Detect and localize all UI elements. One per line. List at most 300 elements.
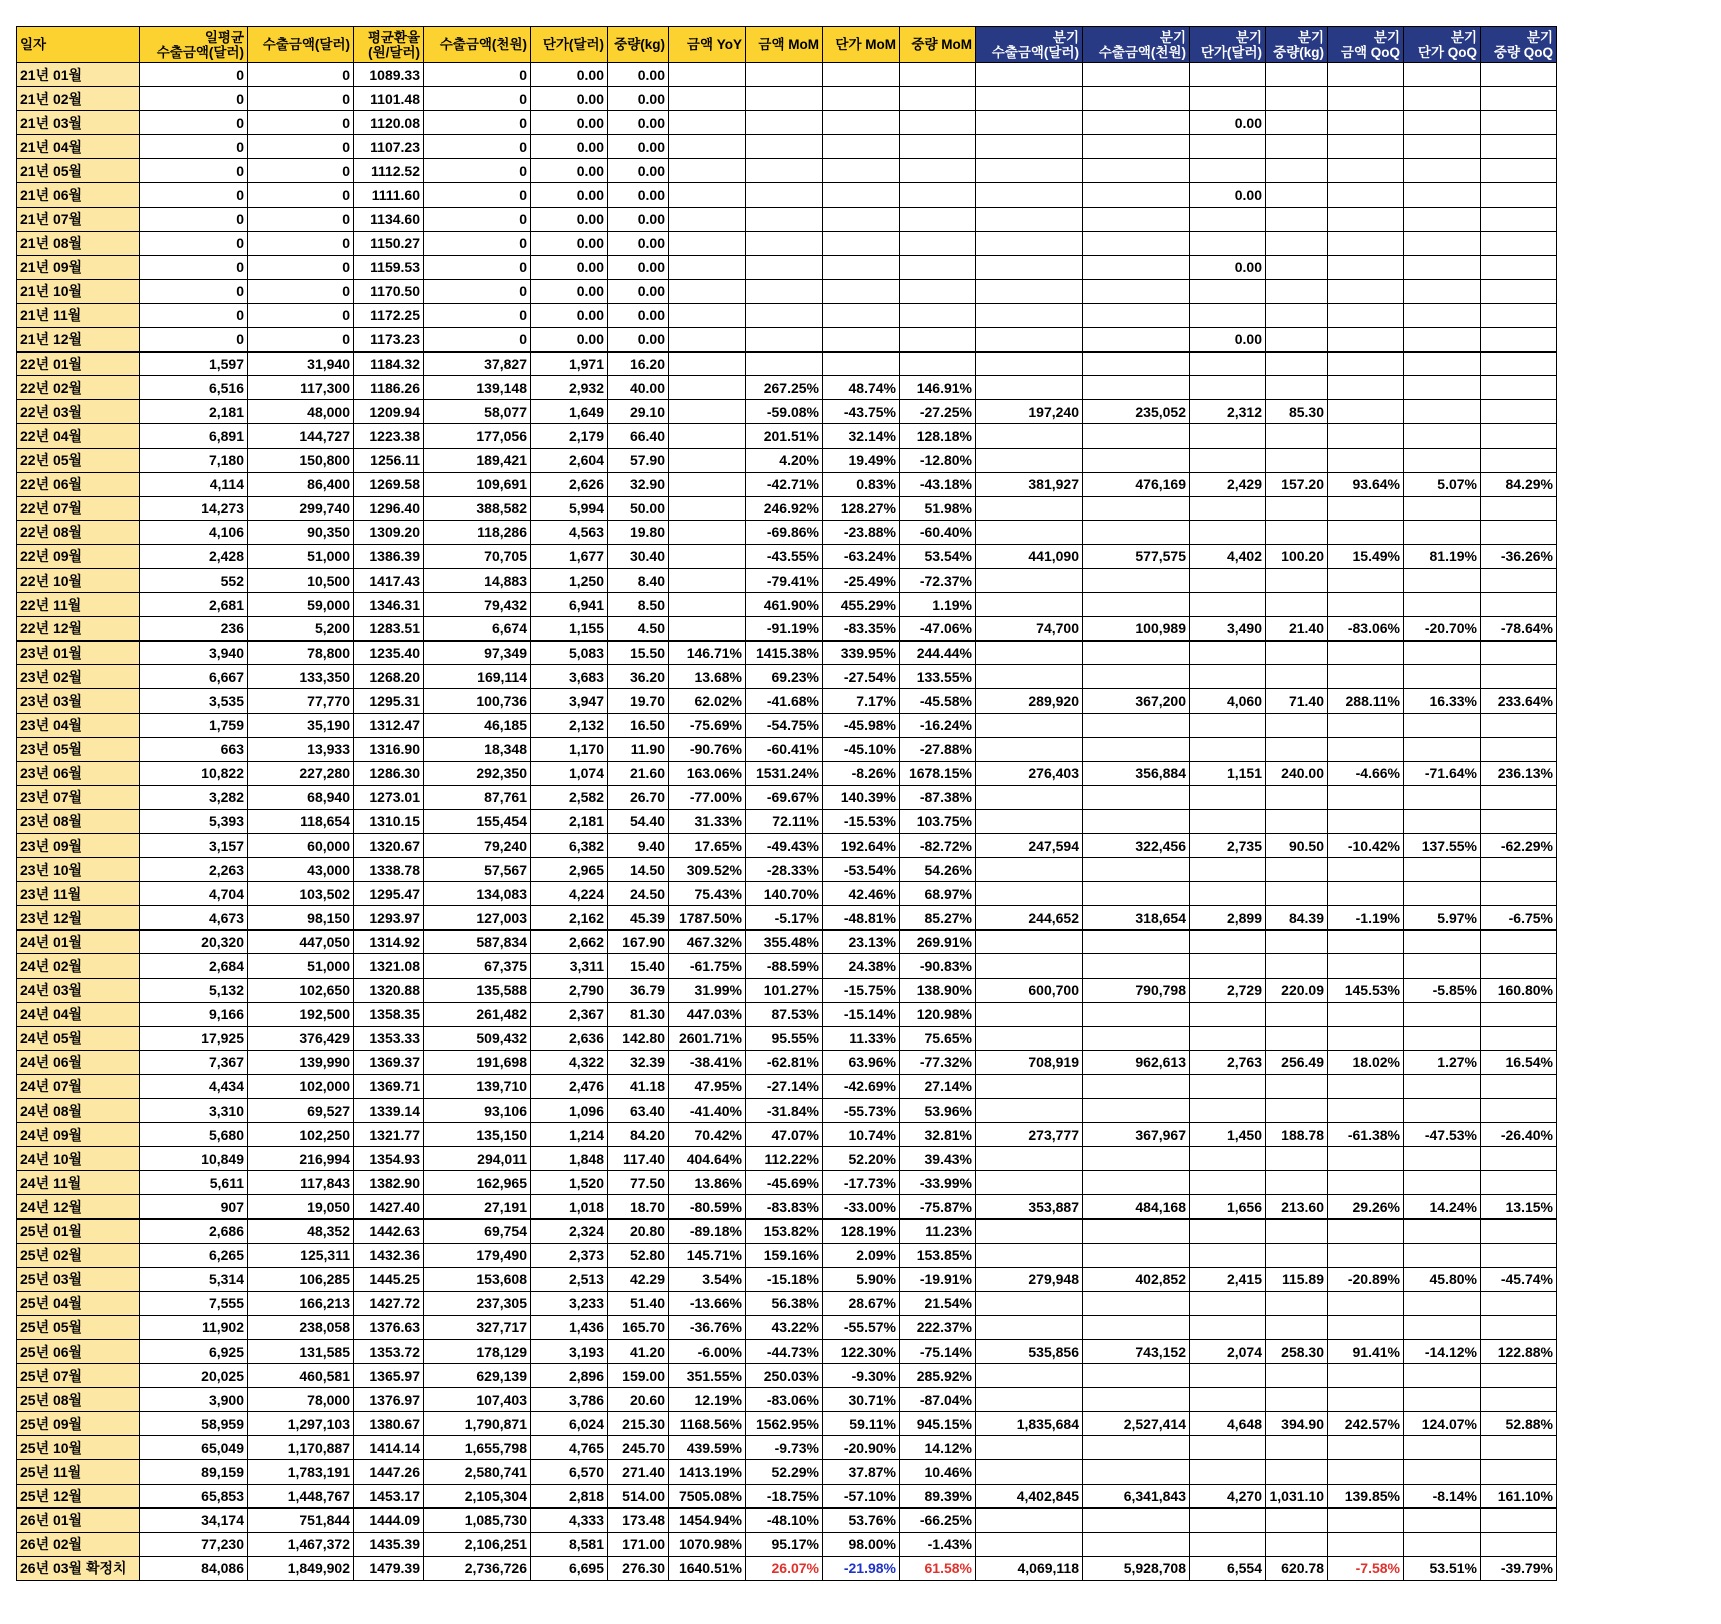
table-cell[interactable] <box>1328 1074 1404 1098</box>
table-cell[interactable]: -21.98% <box>823 1556 900 1580</box>
table-cell[interactable] <box>976 183 1083 207</box>
table-cell[interactable]: 0 <box>140 87 248 111</box>
table-cell[interactable] <box>1481 1364 1557 1388</box>
table-cell[interactable] <box>1404 352 1481 376</box>
table-cell[interactable]: 1787.50% <box>669 906 746 930</box>
table-cell[interactable] <box>746 231 823 255</box>
table-cell[interactable] <box>976 809 1083 833</box>
table-cell[interactable]: 250.03% <box>746 1364 823 1388</box>
table-cell[interactable] <box>1083 1532 1190 1556</box>
table-cell[interactable]: 1070.98% <box>669 1532 746 1556</box>
table-cell[interactable] <box>1481 1388 1557 1412</box>
table-cell[interactable]: 1172.25 <box>354 303 424 327</box>
table-cell[interactable]: 535,856 <box>976 1339 1083 1363</box>
table-cell[interactable] <box>1481 279 1557 303</box>
table-cell[interactable] <box>1481 809 1557 833</box>
table-cell[interactable]: -18.75% <box>746 1484 823 1508</box>
table-cell[interactable]: 41.18 <box>608 1074 669 1098</box>
table-cell[interactable]: 0.00 <box>531 183 608 207</box>
table-cell[interactable]: -9.30% <box>823 1364 900 1388</box>
table-cell[interactable]: 1,655,798 <box>424 1436 531 1460</box>
table-cell[interactable]: 133.55% <box>900 665 976 689</box>
table-cell[interactable]: 51,000 <box>248 544 354 568</box>
table-cell[interactable]: 1312.47 <box>354 713 424 737</box>
table-cell[interactable]: 52.29% <box>746 1460 823 1484</box>
table-cell[interactable]: 514.00 <box>608 1484 669 1508</box>
table-cell[interactable]: 98.00% <box>823 1532 900 1556</box>
table-cell[interactable]: 3,157 <box>140 834 248 858</box>
table-cell[interactable] <box>1266 63 1328 87</box>
table-cell[interactable]: -59.08% <box>746 400 823 424</box>
table-cell[interactable]: 2,818 <box>531 1484 608 1508</box>
table-cell[interactable]: 0 <box>248 255 354 279</box>
table-cell[interactable]: 13.86% <box>669 1171 746 1195</box>
table-cell[interactable]: 31.99% <box>669 978 746 1002</box>
table-cell[interactable]: 267.25% <box>746 376 823 400</box>
table-cell[interactable]: 43.22% <box>746 1315 823 1339</box>
table-cell[interactable] <box>1404 809 1481 833</box>
table-cell[interactable]: 84.29% <box>1481 472 1557 496</box>
table-cell[interactable] <box>1404 424 1481 448</box>
table-cell[interactable]: 455.29% <box>823 593 900 617</box>
table-cell[interactable] <box>976 1291 1083 1315</box>
table-cell[interactable] <box>976 930 1083 954</box>
table-cell[interactable]: 128.19% <box>823 1219 900 1243</box>
table-cell[interactable]: 57,567 <box>424 858 531 882</box>
table-cell[interactable] <box>1266 207 1328 231</box>
table-cell[interactable] <box>900 328 976 352</box>
table-cell[interactable]: 4,673 <box>140 906 248 930</box>
table-cell[interactable]: 289,920 <box>976 689 1083 713</box>
table-cell[interactable]: 509,432 <box>424 1026 531 1050</box>
table-cell[interactable]: 1,835,684 <box>976 1412 1083 1436</box>
table-cell[interactable]: 1640.51% <box>669 1556 746 1580</box>
table-cell[interactable]: -55.73% <box>823 1099 900 1123</box>
table-cell[interactable] <box>1266 159 1328 183</box>
table-cell[interactable] <box>1266 1002 1328 1026</box>
col-header-amount-krw[interactable]: 수출금액(천원) <box>424 27 531 63</box>
table-cell[interactable] <box>900 255 976 279</box>
table-cell[interactable]: -41.68% <box>746 689 823 713</box>
table-cell[interactable] <box>976 1388 1083 1412</box>
table-cell[interactable]: 0 <box>424 63 531 87</box>
table-cell[interactable]: 34,174 <box>140 1508 248 1532</box>
table-cell[interactable]: 2,896 <box>531 1364 608 1388</box>
table-cell[interactable] <box>1190 87 1266 111</box>
table-cell[interactable]: 2,476 <box>531 1074 608 1098</box>
table-cell[interactable]: -61.75% <box>669 954 746 978</box>
table-cell[interactable]: 8,581 <box>531 1532 608 1556</box>
row-date-cell[interactable]: 26년 01월 <box>17 1508 140 1532</box>
table-cell[interactable]: -28.33% <box>746 858 823 882</box>
table-cell[interactable]: 0 <box>140 207 248 231</box>
table-cell[interactable]: -57.10% <box>823 1484 900 1508</box>
table-cell[interactable]: 62.02% <box>669 689 746 713</box>
table-cell[interactable]: 20,025 <box>140 1364 248 1388</box>
row-date-cell[interactable]: 21년 11월 <box>17 303 140 327</box>
table-cell[interactable]: 2,729 <box>1190 978 1266 1002</box>
table-cell[interactable]: 1,214 <box>531 1123 608 1147</box>
row-date-cell[interactable]: 26년 03월 확정치 <box>17 1556 140 1580</box>
table-cell[interactable]: -1.19% <box>1328 906 1404 930</box>
table-cell[interactable]: 460,581 <box>248 1364 354 1388</box>
table-cell[interactable]: 1286.30 <box>354 761 424 785</box>
table-cell[interactable]: 5,083 <box>531 641 608 665</box>
table-cell[interactable]: 52.80 <box>608 1243 669 1267</box>
table-cell[interactable] <box>1481 930 1557 954</box>
table-cell[interactable]: -39.79% <box>1481 1556 1557 1580</box>
table-cell[interactable]: 945.15% <box>900 1412 976 1436</box>
table-cell[interactable] <box>1266 496 1328 520</box>
table-cell[interactable]: 1358.35 <box>354 1002 424 1026</box>
table-cell[interactable] <box>1266 255 1328 279</box>
table-cell[interactable]: 135,150 <box>424 1123 531 1147</box>
table-cell[interactable]: 327,717 <box>424 1315 531 1339</box>
table-cell[interactable]: -27.88% <box>900 737 976 761</box>
table-cell[interactable] <box>1404 207 1481 231</box>
table-cell[interactable] <box>1328 713 1404 737</box>
table-cell[interactable] <box>1083 183 1190 207</box>
table-cell[interactable] <box>1481 111 1557 135</box>
table-cell[interactable] <box>976 279 1083 303</box>
table-cell[interactable] <box>1266 279 1328 303</box>
row-date-cell[interactable]: 25년 03월 <box>17 1267 140 1291</box>
table-cell[interactable]: 2,074 <box>1190 1339 1266 1363</box>
table-cell[interactable] <box>1481 593 1557 617</box>
table-cell[interactable]: -42.69% <box>823 1074 900 1098</box>
table-cell[interactable] <box>1266 1147 1328 1171</box>
table-cell[interactable]: 2,415 <box>1190 1267 1266 1291</box>
table-cell[interactable]: 4,106 <box>140 520 248 544</box>
table-cell[interactable] <box>1266 1460 1328 1484</box>
table-cell[interactable] <box>1083 1508 1190 1532</box>
table-cell[interactable]: 0.00 <box>531 63 608 87</box>
table-cell[interactable]: 1346.31 <box>354 593 424 617</box>
table-cell[interactable] <box>900 183 976 207</box>
table-cell[interactable]: 0.00 <box>1190 111 1266 135</box>
table-cell[interactable] <box>1404 1074 1481 1098</box>
table-cell[interactable]: 197,240 <box>976 400 1083 424</box>
table-cell[interactable]: 1,031.10 <box>1266 1484 1328 1508</box>
table-cell[interactable]: 1376.63 <box>354 1315 424 1339</box>
table-cell[interactable]: 237,305 <box>424 1291 531 1315</box>
table-cell[interactable]: 97,349 <box>424 641 531 665</box>
table-cell[interactable]: 1427.40 <box>354 1195 424 1219</box>
table-cell[interactable]: 102,250 <box>248 1123 354 1147</box>
table-cell[interactable] <box>1190 303 1266 327</box>
table-cell[interactable]: 188.78 <box>1266 1123 1328 1147</box>
table-cell[interactable]: -8.26% <box>823 761 900 785</box>
table-cell[interactable]: 1339.14 <box>354 1099 424 1123</box>
table-cell[interactable]: 150,800 <box>248 448 354 472</box>
table-cell[interactable]: 102,000 <box>248 1074 354 1098</box>
table-cell[interactable]: -87.38% <box>900 785 976 809</box>
table-cell[interactable]: 16.50 <box>608 713 669 737</box>
table-cell[interactable] <box>1328 303 1404 327</box>
table-cell[interactable] <box>976 376 1083 400</box>
table-cell[interactable] <box>1481 1171 1557 1195</box>
row-date-cell[interactable]: 22년 02월 <box>17 376 140 400</box>
row-date-cell[interactable]: 21년 02월 <box>17 87 140 111</box>
table-cell[interactable]: 11.23% <box>900 1219 976 1243</box>
table-cell[interactable]: 60,000 <box>248 834 354 858</box>
table-cell[interactable]: 2,429 <box>1190 472 1266 496</box>
table-cell[interactable]: 1,170 <box>531 737 608 761</box>
table-cell[interactable] <box>1481 1243 1557 1267</box>
table-cell[interactable]: 1562.95% <box>746 1412 823 1436</box>
table-cell[interactable]: -31.84% <box>746 1099 823 1123</box>
table-cell[interactable] <box>1266 1074 1328 1098</box>
table-cell[interactable]: -60.41% <box>746 737 823 761</box>
table-cell[interactable]: -66.25% <box>900 1508 976 1532</box>
table-cell[interactable]: 2,162 <box>531 906 608 930</box>
table-cell[interactable] <box>1083 930 1190 954</box>
table-cell[interactable] <box>1328 1219 1404 1243</box>
table-cell[interactable] <box>1328 279 1404 303</box>
table-cell[interactable]: 20.80 <box>608 1219 669 1243</box>
table-cell[interactable]: 69,754 <box>424 1219 531 1243</box>
row-date-cell[interactable]: 22년 11월 <box>17 593 140 617</box>
table-cell[interactable]: 84,086 <box>140 1556 248 1580</box>
table-cell[interactable]: 0.00 <box>608 63 669 87</box>
table-cell[interactable]: 40.00 <box>608 376 669 400</box>
table-cell[interactable] <box>1328 568 1404 592</box>
table-cell[interactable] <box>1266 424 1328 448</box>
table-cell[interactable]: 261,482 <box>424 1002 531 1026</box>
table-cell[interactable]: 11,902 <box>140 1315 248 1339</box>
table-cell[interactable] <box>1266 737 1328 761</box>
table-cell[interactable]: 10.46% <box>900 1460 976 1484</box>
table-cell[interactable] <box>1481 1508 1557 1532</box>
table-cell[interactable] <box>900 279 976 303</box>
table-cell[interactable]: 4,060 <box>1190 689 1266 713</box>
table-cell[interactable] <box>900 159 976 183</box>
table-cell[interactable]: -15.53% <box>823 809 900 833</box>
table-cell[interactable]: 2,105,304 <box>424 1484 531 1508</box>
table-cell[interactable] <box>1481 63 1557 87</box>
table-cell[interactable] <box>1404 713 1481 737</box>
table-cell[interactable] <box>1481 87 1557 111</box>
table-cell[interactable]: 4,114 <box>140 472 248 496</box>
table-cell[interactable] <box>1481 1315 1557 1339</box>
row-date-cell[interactable]: 25년 05월 <box>17 1315 140 1339</box>
table-cell[interactable]: 2,686 <box>140 1219 248 1243</box>
table-cell[interactable]: 192,500 <box>248 1002 354 1026</box>
table-cell[interactable]: 68.97% <box>900 882 976 906</box>
table-cell[interactable] <box>1328 352 1404 376</box>
row-date-cell[interactable]: 22년 06월 <box>17 472 140 496</box>
table-cell[interactable] <box>1266 882 1328 906</box>
table-cell[interactable] <box>1328 135 1404 159</box>
table-cell[interactable]: 79,432 <box>424 593 531 617</box>
table-cell[interactable]: 1,467,372 <box>248 1532 354 1556</box>
table-cell[interactable]: 0 <box>248 207 354 231</box>
table-cell[interactable] <box>1481 231 1557 255</box>
table-cell[interactable]: 5,314 <box>140 1267 248 1291</box>
table-cell[interactable]: 743,152 <box>1083 1339 1190 1363</box>
table-cell[interactable]: 86,400 <box>248 472 354 496</box>
table-cell[interactable]: 1.19% <box>900 593 976 617</box>
table-cell[interactable]: 2,662 <box>531 930 608 954</box>
table-cell[interactable] <box>1190 1364 1266 1388</box>
table-cell[interactable] <box>1328 1508 1404 1532</box>
table-cell[interactable]: 1417.43 <box>354 568 424 592</box>
table-cell[interactable] <box>823 328 900 352</box>
table-cell[interactable] <box>1190 737 1266 761</box>
table-cell[interactable]: 77.50 <box>608 1171 669 1195</box>
table-cell[interactable]: 4,069,118 <box>976 1556 1083 1580</box>
table-cell[interactable]: 0 <box>140 328 248 352</box>
table-cell[interactable]: 20.60 <box>608 1388 669 1412</box>
table-cell[interactable]: 0.00 <box>531 87 608 111</box>
table-cell[interactable]: 245.70 <box>608 1436 669 1460</box>
table-cell[interactable]: 58,959 <box>140 1412 248 1436</box>
table-cell[interactable]: 6,925 <box>140 1339 248 1363</box>
table-cell[interactable] <box>1404 1243 1481 1267</box>
table-cell[interactable]: 19.49% <box>823 448 900 472</box>
table-cell[interactable]: -89.18% <box>669 1219 746 1243</box>
table-cell[interactable]: 6,941 <box>531 593 608 617</box>
table-cell[interactable] <box>1083 641 1190 665</box>
table-cell[interactable]: 89.39% <box>900 1484 976 1508</box>
table-cell[interactable] <box>976 1099 1083 1123</box>
table-cell[interactable]: 222.37% <box>900 1315 976 1339</box>
table-cell[interactable] <box>823 303 900 327</box>
table-cell[interactable]: 100,736 <box>424 689 531 713</box>
table-cell[interactable] <box>900 207 976 231</box>
col-header-amount-mom[interactable]: 금액 MoM <box>746 27 823 63</box>
table-cell[interactable]: 1354.93 <box>354 1147 424 1171</box>
table-cell[interactable]: -36.26% <box>1481 544 1557 568</box>
table-cell[interactable]: 240.00 <box>1266 761 1328 785</box>
table-cell[interactable]: -49.43% <box>746 834 823 858</box>
table-cell[interactable]: 0.00 <box>608 183 669 207</box>
table-cell[interactable]: 0 <box>140 183 248 207</box>
table-cell[interactable] <box>1083 328 1190 352</box>
table-cell[interactable]: 339.95% <box>823 641 900 665</box>
table-cell[interactable]: -87.04% <box>900 1388 976 1412</box>
table-cell[interactable]: 1,436 <box>531 1315 608 1339</box>
table-cell[interactable]: 17.65% <box>669 834 746 858</box>
row-date-cell[interactable]: 23년 08월 <box>17 809 140 833</box>
table-cell[interactable]: 3.54% <box>669 1267 746 1291</box>
table-cell[interactable]: -45.74% <box>1481 1267 1557 1291</box>
table-cell[interactable]: 120.98% <box>900 1002 976 1026</box>
table-cell[interactable]: 5.97% <box>1404 906 1481 930</box>
table-cell[interactable] <box>746 111 823 135</box>
table-cell[interactable] <box>1190 520 1266 544</box>
table-cell[interactable]: 6,891 <box>140 424 248 448</box>
row-date-cell[interactable]: 22년 12월 <box>17 617 140 641</box>
table-cell[interactable] <box>1481 1219 1557 1243</box>
table-cell[interactable]: 112.22% <box>746 1147 823 1171</box>
table-cell[interactable]: 137.55% <box>1404 834 1481 858</box>
table-cell[interactable]: 6,024 <box>531 1412 608 1436</box>
table-cell[interactable]: 45.39 <box>608 906 669 930</box>
table-cell[interactable] <box>1404 255 1481 279</box>
table-cell[interactable] <box>1190 376 1266 400</box>
table-cell[interactable] <box>976 255 1083 279</box>
table-cell[interactable] <box>1083 1315 1190 1339</box>
row-date-cell[interactable]: 24년 11월 <box>17 1171 140 1195</box>
row-date-cell[interactable]: 21년 10월 <box>17 279 140 303</box>
table-cell[interactable]: 5,928,708 <box>1083 1556 1190 1580</box>
table-cell[interactable]: 30.40 <box>608 544 669 568</box>
table-cell[interactable]: 0.00 <box>608 231 669 255</box>
table-cell[interactable] <box>1266 183 1328 207</box>
table-cell[interactable]: 6,674 <box>424 617 531 641</box>
table-cell[interactable]: -47.53% <box>1404 1123 1481 1147</box>
table-cell[interactable] <box>1266 303 1328 327</box>
table-cell[interactable] <box>1481 1074 1557 1098</box>
table-cell[interactable]: 98,150 <box>248 906 354 930</box>
table-cell[interactable] <box>976 1315 1083 1339</box>
table-cell[interactable] <box>1083 1436 1190 1460</box>
table-cell[interactable] <box>1481 858 1557 882</box>
table-cell[interactable] <box>976 1460 1083 1484</box>
table-cell[interactable] <box>1404 135 1481 159</box>
table-cell[interactable] <box>1328 593 1404 617</box>
table-cell[interactable]: 53.51% <box>1404 1556 1481 1580</box>
table-cell[interactable] <box>1481 376 1557 400</box>
table-cell[interactable]: 166,213 <box>248 1291 354 1315</box>
table-cell[interactable]: 32.39 <box>608 1050 669 1074</box>
table-cell[interactable] <box>1083 1099 1190 1123</box>
table-cell[interactable]: 2,181 <box>140 400 248 424</box>
table-cell[interactable]: 144,727 <box>248 424 354 448</box>
table-cell[interactable] <box>1083 231 1190 255</box>
table-cell[interactable]: 467.32% <box>669 930 746 954</box>
table-cell[interactable]: 4,765 <box>531 1436 608 1460</box>
row-date-cell[interactable]: 23년 10월 <box>17 858 140 882</box>
table-cell[interactable]: -9.73% <box>746 1436 823 1460</box>
table-cell[interactable] <box>669 400 746 424</box>
table-cell[interactable]: 163.06% <box>669 761 746 785</box>
table-cell[interactable]: 9.40 <box>608 834 669 858</box>
table-cell[interactable] <box>900 87 976 111</box>
table-cell[interactable]: 61.58% <box>900 1556 976 1580</box>
table-cell[interactable]: 1268.20 <box>354 665 424 689</box>
table-cell[interactable]: 91.41% <box>1328 1339 1404 1363</box>
table-cell[interactable]: 367,200 <box>1083 689 1190 713</box>
table-cell[interactable]: 201.51% <box>746 424 823 448</box>
table-cell[interactable]: 3,233 <box>531 1291 608 1315</box>
table-cell[interactable]: 1386.39 <box>354 544 424 568</box>
table-cell[interactable]: 1,096 <box>531 1099 608 1123</box>
table-cell[interactable] <box>1404 930 1481 954</box>
table-cell[interactable]: -20.70% <box>1404 617 1481 641</box>
row-date-cell[interactable]: 25년 06월 <box>17 1339 140 1363</box>
table-cell[interactable] <box>1266 352 1328 376</box>
table-cell[interactable]: 552 <box>140 568 248 592</box>
table-cell[interactable]: 32.81% <box>900 1123 976 1147</box>
table-cell[interactable]: 353,887 <box>976 1195 1083 1219</box>
table-cell[interactable]: 2,965 <box>531 858 608 882</box>
table-cell[interactable]: 117,300 <box>248 376 354 400</box>
table-cell[interactable]: 1,677 <box>531 544 608 568</box>
table-cell[interactable]: 288.11% <box>1328 689 1404 713</box>
table-cell[interactable]: 1,971 <box>531 352 608 376</box>
table-cell[interactable] <box>1083 568 1190 592</box>
table-cell[interactable]: 47.07% <box>746 1123 823 1147</box>
table-cell[interactable]: -75.14% <box>900 1339 976 1363</box>
table-cell[interactable]: 117,843 <box>248 1171 354 1195</box>
table-cell[interactable]: 54.26% <box>900 858 976 882</box>
table-cell[interactable]: 381,927 <box>976 472 1083 496</box>
table-cell[interactable]: 244,652 <box>976 906 1083 930</box>
table-cell[interactable]: 2,312 <box>1190 400 1266 424</box>
table-cell[interactable] <box>1083 665 1190 689</box>
